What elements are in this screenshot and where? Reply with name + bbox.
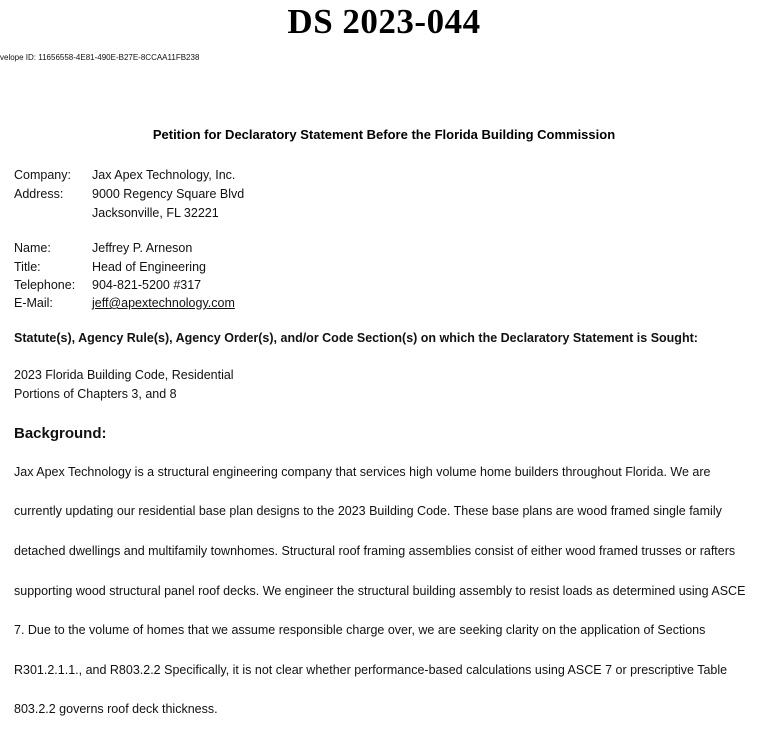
title-label: Title: [14, 260, 41, 274]
background-paragraph [14, 443, 766, 740]
telephone-label: Telephone: [14, 278, 76, 292]
envelope-id: velope ID: 11656558-4E81-490E-B27E-8CCAA11FB238 [0, 53, 200, 62]
name-value: Jeffrey P. Arneson [92, 241, 193, 255]
telephone-value: 904-821-5200 #317 [92, 278, 202, 292]
email-label: E-Mail: [14, 296, 53, 310]
address-label: Address: [14, 187, 64, 201]
petition-title: Petition for Declaratory Statement Before the Florida Building Commission [152, 127, 616, 142]
address-line-1: 9000 Regency Square Blvd [92, 187, 245, 201]
background-line: Jax Apex Technology is a structural engineering company that services high volume home builders throughout Florida. We are [14, 464, 711, 479]
email-link[interactable]: jeff@apextechnology.com [92, 296, 235, 310]
background-line: 803.2.2 governs roof deck thickness. [14, 702, 218, 717]
company-label: Company: [14, 168, 71, 182]
background-line: currently updating our residential base plan designs to the 2023 Building Code. These base plans are wood framed single family [14, 504, 722, 519]
document-number: DS 2023-044 [287, 2, 481, 41]
background-line: supporting wood structural panel roof decks. We engineer the structural building assembly to resist loads as determined using ASCE [14, 583, 746, 598]
company-value: Jax Apex Technology, Inc. [92, 168, 236, 182]
name-label: Name: [14, 241, 51, 255]
title-value: Head of Engineering [92, 260, 206, 274]
background-line: R301.2.1.1., and R803.2.2 Specifically, it is not clear whether performance-based calculations using ASCE 7 or prescriptive Table [14, 662, 728, 677]
code-section-line: Portions of Chapters 3, and 8 [14, 387, 177, 401]
background-line: 7. Due to the volume of homes that we assume responsible charge over, we are seeking clarity on the application of Sections [14, 623, 706, 638]
address-line-2: Jacksonville, FL 32221 [92, 206, 219, 220]
background-heading: Background: [14, 425, 107, 442]
background-line: detached dwellings and multifamily townhomes. Structural roof framing assemblies consist of either wood framed trusses or rafters [14, 543, 736, 558]
code-section-line: 2023 Florida Building Code, Residential [14, 368, 234, 382]
statute-heading: Statute(s), Agency Rule(s), Agency Order(s), and/or Code Section(s) on which the Declaratory Statement is Sought: [14, 331, 698, 345]
